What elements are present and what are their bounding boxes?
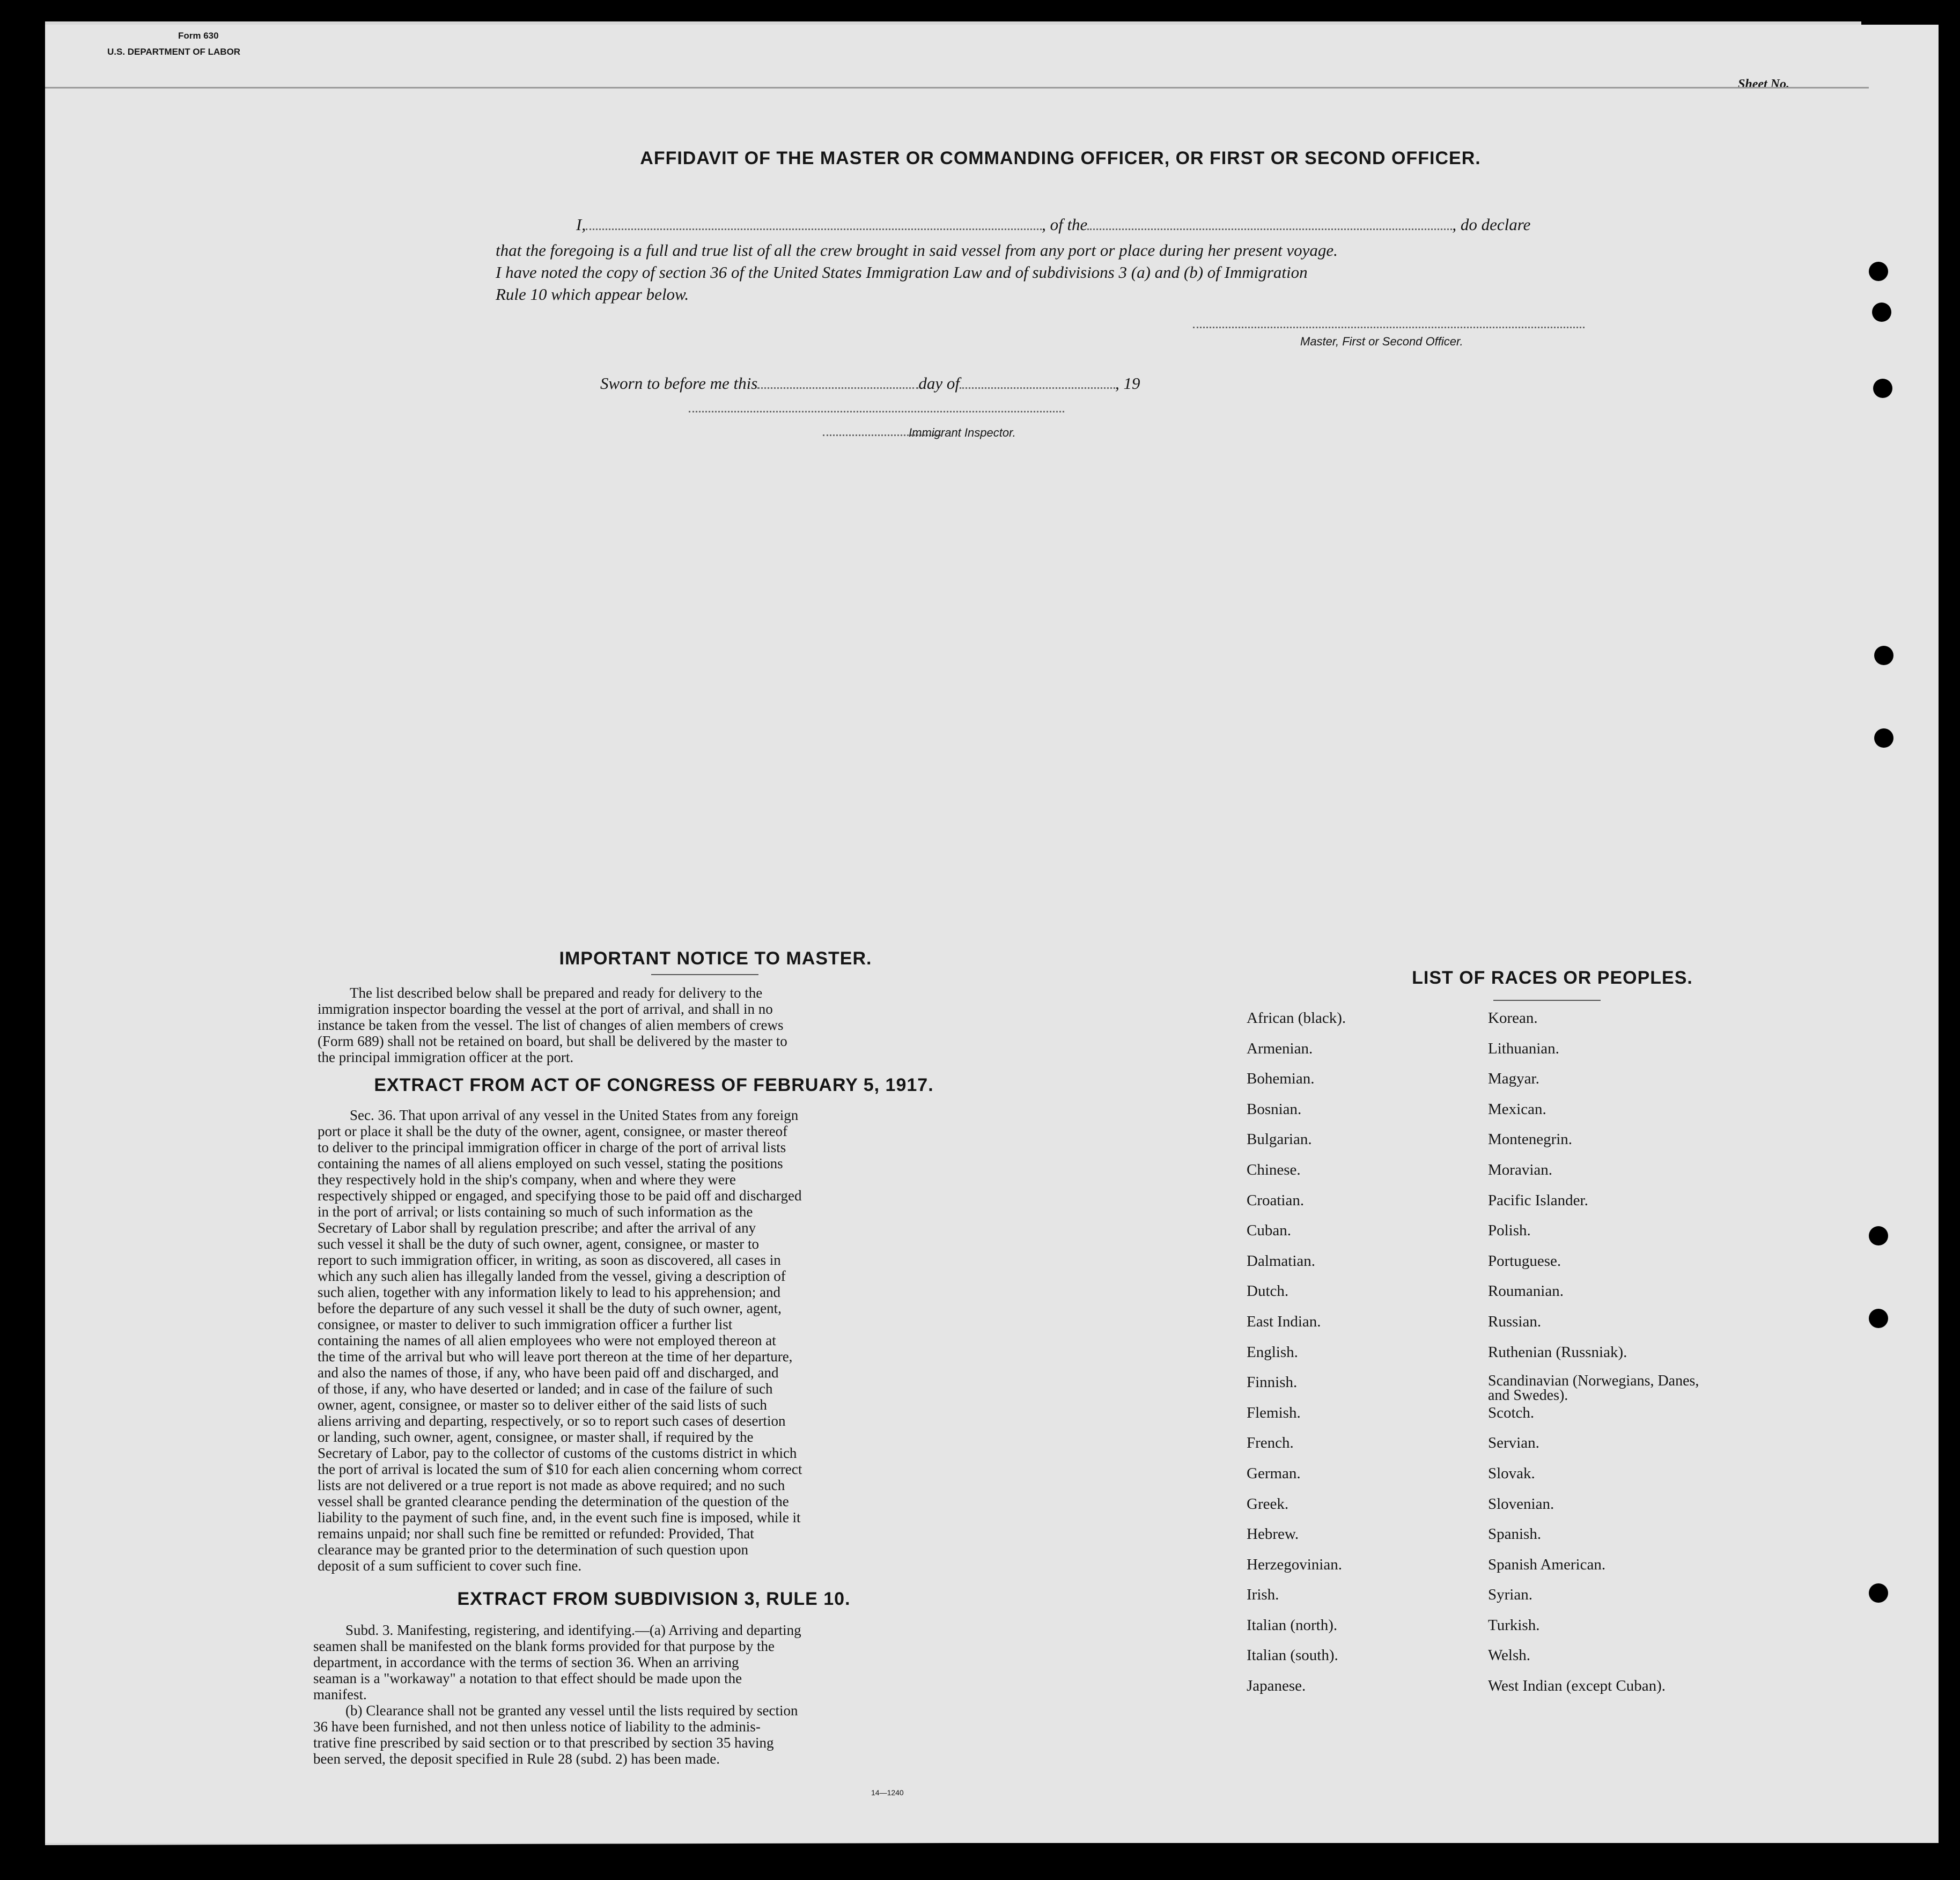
punch-hole — [1869, 1309, 1888, 1328]
races-title-rule — [1493, 1000, 1601, 1001]
act-line: the time of the arrival but who will leave port thereon at the time of her departure, — [318, 1348, 793, 1365]
race-item: African (black). — [1247, 1009, 1346, 1027]
race-item: Slovak. — [1488, 1464, 1535, 1482]
race-item: Hebrew. — [1247, 1525, 1299, 1543]
race-item: Cuban. — [1247, 1222, 1291, 1240]
inspector-signature-line[interactable] — [689, 411, 1064, 412]
races-left-column — [1247, 1009, 1472, 1708]
race-item: Spanish American. — [1488, 1555, 1606, 1573]
rule-line: Subd. 3. Manifesting, registering, and identifying.—(a) Arriving and departing — [345, 1622, 801, 1638]
punch-hole — [1873, 379, 1892, 398]
race-item: Moravian. — [1488, 1161, 1552, 1178]
race-item: Ruthenian (Russniak). — [1488, 1343, 1627, 1361]
race-item: Syrian. — [1488, 1586, 1532, 1604]
rule-extract-text — [313, 1622, 989, 1767]
race-item: Roumanian. — [1488, 1282, 1564, 1300]
race-item: French. — [1247, 1434, 1294, 1452]
top-fold-line — [45, 87, 1869, 89]
document-page — [45, 25, 1939, 1843]
race-item: Finnish. — [1247, 1374, 1298, 1391]
affidavit-title: AFFIDAVIT OF THE MASTER OR COMMANDING OFFICER, OR FIRST OR SECOND OFFICER. — [640, 148, 1481, 168]
race-item: Servian. — [1488, 1434, 1539, 1452]
race-item: Chinese. — [1247, 1161, 1301, 1178]
affidavit-of-the-label: , of the — [1042, 215, 1088, 234]
notice-line: instance be taken from the vessel. The list of changes of alien members of crews — [318, 1017, 784, 1033]
master-signature-caption: Master, First or Second Officer. — [1300, 335, 1463, 348]
race-item: Magyar. — [1488, 1070, 1539, 1088]
act-line: of those, if any, who have deserted or landed; and in case of the failure of such — [318, 1381, 773, 1397]
act-line: containing the names of all alien employees who were not employed thereon at — [318, 1332, 776, 1348]
race-item: Japanese. — [1247, 1677, 1306, 1695]
act-line: vessel shall be granted clearance pending the determination of the question of the — [318, 1493, 789, 1509]
punch-hole — [1874, 646, 1893, 665]
affidavit-line-4: Rule 10 which appear below. — [496, 285, 689, 304]
notice-line: The list described below shall be prepared and ready for delivery to the — [350, 985, 763, 1001]
rule-extract-title: EXTRACT FROM SUBDIVISION 3, RULE 10. — [457, 1589, 851, 1609]
form-number: Form 630 — [178, 31, 219, 41]
race-item: Mexican. — [1488, 1100, 1546, 1118]
act-line: port or place it shall be the duty of the owner, agent, consignee, or master thereof — [318, 1123, 788, 1139]
act-line: respectively shipped or engaged, and specifying those to be paid off and discharged — [318, 1188, 802, 1204]
race-item: Armenian. — [1247, 1039, 1313, 1057]
races-right-column — [1488, 1009, 1767, 1708]
notice-line: immigration inspector boarding the vessel at the port of arrival, and shall in no — [318, 1001, 773, 1017]
act-line: before the departure of any such vessel it shall be the duty of such owner, agent, — [318, 1300, 782, 1316]
race-item: West Indian (except Cuban). — [1488, 1677, 1666, 1695]
inspector-caption: Immigrant Inspector. — [909, 426, 1016, 439]
race-item: Spanish. — [1488, 1525, 1542, 1543]
sworn-month-field[interactable] — [960, 387, 1115, 389]
race-item: Italian (north). — [1247, 1616, 1338, 1634]
race-item: Welsh. — [1488, 1647, 1531, 1664]
act-line: deposit of a sum sufficient to cover such fine. — [318, 1558, 582, 1574]
act-line: Sec. 36. That upon arrival of any vessel in the United States from any foreign — [350, 1107, 799, 1123]
affidavit-line-1 — [496, 213, 1595, 235]
sheet-number-label: Sheet No. — [1738, 77, 1789, 91]
race-item: Portuguese. — [1488, 1252, 1561, 1270]
notice-line: the principal immigration officer at the port. — [318, 1049, 574, 1065]
race-item: Bulgarian. — [1247, 1131, 1312, 1148]
sworn-day-field[interactable] — [757, 387, 918, 389]
act-line: to deliver to the principal immigration officer in charge of the port of arrival lists — [318, 1139, 786, 1155]
notice-line: (Form 689) shall not be retained on board, but shall be delivered by the master to — [318, 1033, 787, 1049]
race-item: Lithuanian. — [1488, 1039, 1559, 1057]
rule-line: (b) Clearance shall not be granted any vessel until the lists required by section — [345, 1702, 798, 1719]
act-line: such vessel it shall be the duty of such owner, agent, consignee, or master to — [318, 1236, 759, 1252]
act-line: they respectively hold in the ship's company, when and where they were — [318, 1171, 736, 1188]
act-line: consignee, or master to deliver to such immigration officer a further list — [318, 1316, 733, 1332]
act-line: in the port of arrival; or lists containing so much of such information as the — [318, 1204, 753, 1220]
punch-hole — [1874, 728, 1893, 748]
vessel-name-field[interactable] — [1087, 228, 1452, 230]
race-item: Italian (south). — [1247, 1647, 1338, 1664]
race-item: Croatian. — [1247, 1191, 1305, 1209]
rule-line: been served, the deposit specified in Rule 28 (subd. 2) has been made. — [313, 1751, 720, 1767]
act-line: liability to the payment of such fine, and, in the event such fine is imposed, while it — [318, 1509, 801, 1525]
race-item: Dalmatian. — [1247, 1252, 1316, 1270]
notice-title-rule — [651, 974, 758, 975]
race-item: Greek. — [1247, 1495, 1289, 1513]
act-extract-title: EXTRACT FROM ACT OF CONGRESS OF FEBRUARY 5, 1917. — [374, 1075, 934, 1095]
act-line: aliens arriving and departing, respectively, or so to report such cases of desertion — [318, 1413, 786, 1429]
races-title: LIST OF RACES OR PEOPLES. — [1412, 968, 1693, 988]
punch-hole — [1869, 262, 1888, 281]
sworn-line — [496, 372, 1247, 394]
act-extract-text — [318, 1107, 993, 1574]
act-line: such alien, together with any information likely to lead to his apprehension; and — [318, 1284, 781, 1300]
race-item: Russian. — [1488, 1313, 1542, 1330]
affidavit-declare-label: , do declare — [1452, 215, 1531, 234]
rule-line: manifest. — [313, 1686, 367, 1702]
race-item: East Indian. — [1247, 1313, 1321, 1330]
affidavit-line-3: I have noted the copy of section 36 of the United States Immigration Law and of subdivisions 3 (a) and (b) of Immigration — [496, 263, 1308, 282]
race-item: English. — [1247, 1343, 1298, 1361]
race-item: Dutch. — [1247, 1282, 1289, 1300]
rule-line: trative fine prescribed by said section or to that prescribed by section 35 having — [313, 1735, 774, 1751]
race-item: Flemish. — [1247, 1404, 1301, 1421]
race-item: Bohemian. — [1247, 1070, 1315, 1088]
act-line: containing the names of all aliens employed on such vessel, stating the positions — [318, 1155, 783, 1171]
act-line: Secretary of Labor, pay to the collector of customs of the customs district in which — [318, 1445, 797, 1461]
act-line: report to such immigration officer, in writing, as soon as discovered, all cases in — [318, 1252, 781, 1268]
race-item: Herzegovinian. — [1247, 1555, 1342, 1573]
race-item: Scandinavian (Norwegians, Danes, and Swedes). — [1488, 1373, 1699, 1404]
year-label: , 19 — [1115, 374, 1140, 393]
notice-title: IMPORTANT NOTICE TO MASTER. — [559, 948, 872, 969]
print-code: 14—1240 — [871, 1788, 904, 1797]
race-item: German. — [1247, 1464, 1301, 1482]
race-item: Montenegrin. — [1488, 1131, 1573, 1148]
notice-text — [318, 985, 993, 1065]
day-of-label: day of — [918, 374, 960, 393]
race-item: Scotch. — [1488, 1404, 1535, 1421]
race-item: Slovenian. — [1488, 1495, 1554, 1513]
race-item: Pacific Islander. — [1488, 1191, 1588, 1209]
affidavit-i-label: I, — [576, 215, 586, 234]
master-signature-line[interactable] — [1193, 327, 1585, 328]
race-item: Bosnian. — [1247, 1100, 1302, 1118]
act-line: lists are not delivered or a true report is not made as above required; and no such — [318, 1477, 785, 1493]
act-line: Secretary of Labor shall by regulation prescribe; and after the arrival of any — [318, 1220, 756, 1236]
race-item: Turkish. — [1488, 1616, 1540, 1634]
affidavit-line-2: that the foregoing is a full and true list of all the crew brought in said vessel from any port or place during her present voyage. — [496, 241, 1338, 260]
rule-line: seamen shall be manifested on the blank forms provided for that purpose by the — [313, 1638, 775, 1654]
race-item: Korean. — [1488, 1009, 1538, 1027]
act-line: the port of arrival is located the sum of $10 for each alien concerning whom correct — [318, 1461, 802, 1477]
punch-hole — [1872, 303, 1891, 322]
rule-line: seaman is a "workaway" a notation to that effect should be made upon the — [313, 1670, 742, 1686]
officer-name-field[interactable] — [586, 228, 1042, 230]
act-line: and also the names of those, if any, who have been paid off and discharged, and — [318, 1365, 779, 1381]
rule-line: 36 have been furnished, and not then unless notice of liability to the adminis- — [313, 1719, 761, 1735]
race-item: Polish. — [1488, 1222, 1531, 1240]
act-line: owner, agent, consignee, or master so to deliver either of the said lists of such — [318, 1397, 767, 1413]
act-line: or landing, such owner, agent, consignee, or master shall, if required by the — [318, 1429, 754, 1445]
act-line: which any such alien has illegally landed from the vessel, giving a description of — [318, 1268, 786, 1284]
punch-hole — [1869, 1226, 1888, 1245]
race-item: Irish. — [1247, 1586, 1279, 1604]
sworn-label: Sworn to before me this — [600, 374, 758, 393]
rule-line: department, in accordance with the terms of section 36. When an arriving — [313, 1654, 739, 1670]
department-name: U.S. DEPARTMENT OF LABOR — [107, 47, 241, 57]
act-line: remains unpaid; nor shall such fine be remitted or refunded: Provided, That — [318, 1525, 754, 1542]
punch-hole — [1869, 1583, 1888, 1603]
act-line: clearance may be granted prior to the determination of such question upon — [318, 1542, 748, 1558]
